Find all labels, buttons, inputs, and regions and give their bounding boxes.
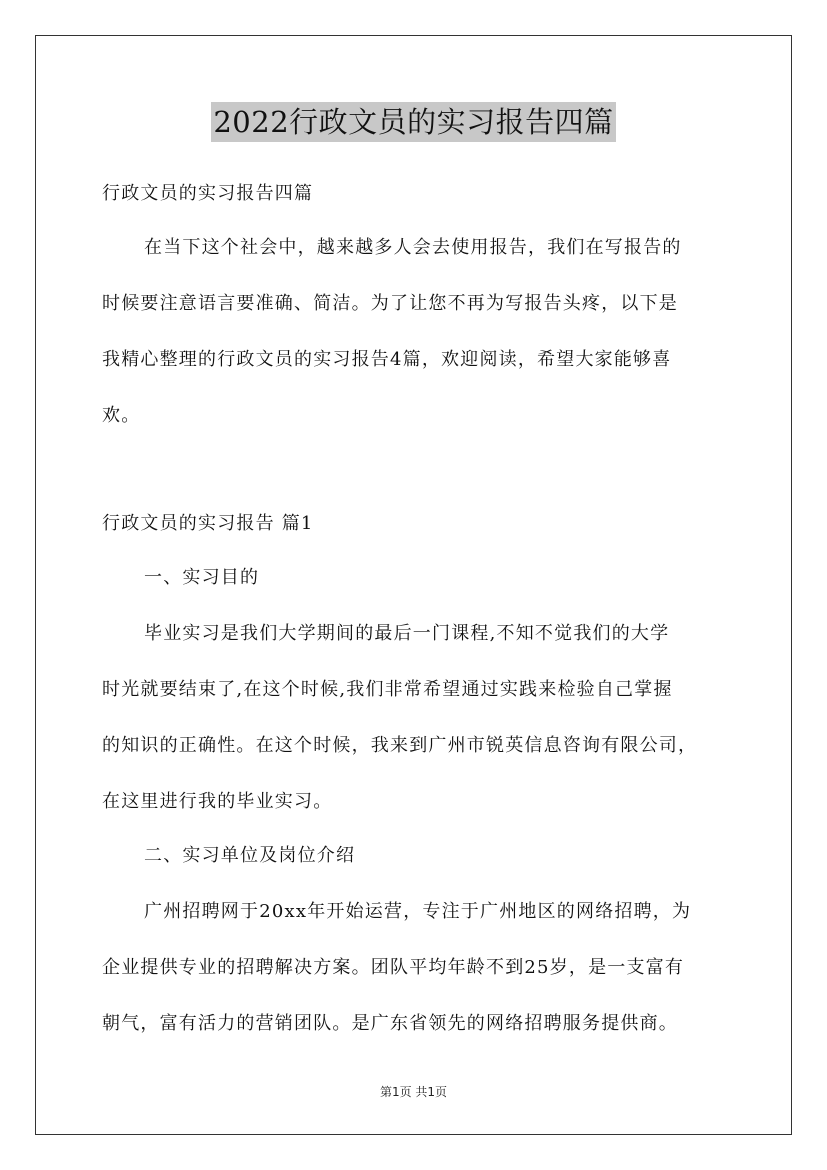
para2-line-2: 企业提供专业的招聘解决方案。团队平均年龄不到25岁，是一支富有 (102, 957, 685, 978)
para2-line-1: 广州招聘网于20xx年开始运营，专注于广州地区的网络招聘，为 (144, 901, 692, 922)
intro-line-3: 我精心整理的行政文员的实习报告4篇，欢迎阅读，希望大家能够喜 (102, 349, 672, 370)
section-title: 行政文员的实习报告 篇1 (102, 513, 314, 534)
intro-line-1: 在当下这个社会中，越来越多人会去使用报告，我们在写报告的 (144, 237, 682, 258)
title-block (0, 102, 827, 142)
para1-line-3: 的知识的正确性。在这个时候，我来到广州市锐英信息咨询有限公司， (102, 735, 698, 756)
document-title: 2022行政文员的实习报告四篇 (211, 102, 615, 142)
para2-line-3: 朝气，富有活力的营销团队。是广东省领先的网络招聘服务提供商。 (102, 1013, 678, 1034)
intro-line-2: 时候要注意语言要准确、简洁。为了让您不再为写报告头疼，以下是 (102, 293, 678, 314)
page-number-footer: 第1页 共1页 (379, 1085, 448, 1099)
heading-purpose: 一、实习目的 (144, 567, 260, 588)
para1-line-4: 在这里进行我的毕业实习。 (102, 791, 333, 812)
para1-line-2: 时光就要结束了,在这个时候,我们非常希望通过实践来检验自己掌握 (102, 679, 673, 700)
document-subtitle: 行政文员的实习报告四篇 (102, 183, 314, 204)
intro-line-4: 欢。 (102, 405, 141, 426)
heading-company-intro: 二、实习单位及岗位介绍 (144, 845, 356, 866)
para1-line-1: 毕业实习是我们大学期间的最后一门课程,不知不觉我们的大学 (144, 623, 670, 644)
